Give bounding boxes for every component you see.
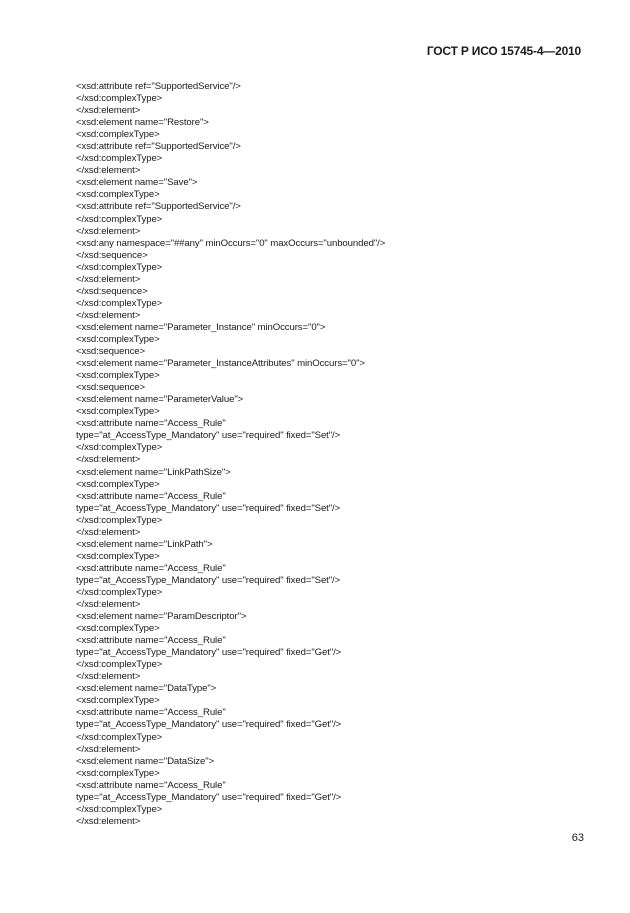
code-line: </xsd:element> [76, 273, 141, 285]
code-line: </xsd:element> [76, 225, 141, 237]
code-line: <xsd:element name="DataType"> [76, 683, 217, 695]
code-line: </xsd:complexType> [76, 442, 163, 454]
code-line: </xsd:complexType> [76, 213, 163, 225]
code-line: <xsd:element name="Parameter_Instance" minOccurs="0"> [76, 321, 326, 333]
code-line: <xsd:element name="LinkPathSize"> [76, 466, 231, 478]
code-line: <xsd:complexType> [76, 478, 160, 490]
code-line: <xsd:sequence> [76, 382, 146, 394]
code-line: </xsd:sequence> [76, 249, 148, 261]
code-line: <xsd:any namespace="##any" minOccurs="0" maxOccurs="unbounded"/> [76, 237, 386, 249]
code-line: <xsd:complexType> [76, 189, 160, 201]
code-line: <xsd:attribute name="Access_Rule" [76, 635, 226, 647]
code-line: <xsd:attribute ref="SupportedService"/> [76, 81, 241, 92]
code-line: <xsd:element name="Restore"> [76, 117, 209, 129]
code-line: <xsd:element name="ParamDescriptor"> [76, 611, 247, 623]
code-line: <xsd:attribute name="Access_Rule" [76, 490, 226, 502]
code-line: </xsd:element> [76, 815, 141, 827]
code-line: type="at_AccessType_Mandatory" use="required" fixed="Get"/> [76, 719, 342, 731]
code-line: </xsd:complexType> [76, 261, 163, 273]
code-line: <xsd:attribute name="Access_Rule" [76, 418, 226, 430]
code-line: </xsd:element> [76, 454, 141, 466]
code-line: </xsd:element> [76, 743, 141, 755]
xsd-code-listing [76, 81, 385, 828]
code-line: <xsd:attribute name="Access_Rule" [76, 562, 226, 574]
code-line: type="at_AccessType_Mandatory" use="required" fixed="Get"/> [76, 791, 342, 803]
code-line: <xsd:complexType> [76, 370, 160, 382]
code-line: type="at_AccessType_Mandatory" use="required" fixed="Set"/> [76, 502, 341, 514]
code-line: <xsd:element name="Save"> [76, 177, 198, 189]
code-line: <xsd:complexType> [76, 550, 160, 562]
code-line: <xsd:complexType> [76, 129, 160, 141]
code-line: </xsd:complexType> [76, 93, 163, 105]
code-line: </xsd:complexType> [76, 659, 163, 671]
code-line: </xsd:element> [76, 599, 141, 611]
code-line: <xsd:attribute ref="SupportedService"/> [76, 201, 241, 213]
code-line: </xsd:element> [76, 105, 141, 117]
code-line: <xsd:element name="Parameter_InstanceAttributes" minOccurs="0"> [76, 358, 365, 370]
code-line: </xsd:element> [76, 671, 141, 683]
code-line: <xsd:complexType> [76, 406, 160, 418]
code-line: <xsd:complexType> [76, 623, 160, 635]
code-line: </xsd:complexType> [76, 514, 163, 526]
code-line: </xsd:complexType> [76, 586, 163, 598]
code-line: <xsd:attribute name="Access_Rule" [76, 779, 226, 791]
code-line: </xsd:complexType> [76, 803, 163, 815]
code-line: </xsd:sequence> [76, 285, 148, 297]
document-header-standard: ГОСТ Р ИСО 15745-4—2010 [426, 44, 581, 58]
code-line: <xsd:element name="LinkPath"> [76, 538, 213, 550]
code-line: </xsd:complexType> [76, 297, 163, 309]
code-line: <xsd:attribute name="Access_Rule" [76, 707, 226, 719]
code-line: <xsd:complexType> [76, 767, 160, 779]
code-line: </xsd:element> [76, 526, 141, 538]
code-line: </xsd:element> [76, 309, 141, 321]
code-line: </xsd:complexType> [76, 153, 163, 165]
code-line: <xsd:complexType> [76, 695, 160, 707]
code-line: <xsd:element name="DataSize"> [76, 755, 215, 767]
code-line: <xsd:attribute ref="SupportedService"/> [76, 141, 241, 153]
code-line: type="at_AccessType_Mandatory" use="required" fixed="Set"/> [76, 574, 341, 586]
page-number: 63 [571, 832, 584, 844]
code-line: <xsd:element name="ParameterValue"> [76, 394, 244, 406]
code-line: </xsd:element> [76, 165, 141, 177]
code-line: type="at_AccessType_Mandatory" use="required" fixed="Get"/> [76, 647, 342, 659]
code-line: <xsd:complexType> [76, 333, 160, 345]
code-line: </xsd:complexType> [76, 731, 163, 743]
code-line: <xsd:sequence> [76, 346, 146, 358]
code-line: type="at_AccessType_Mandatory" use="required" fixed="Set"/> [76, 430, 341, 442]
